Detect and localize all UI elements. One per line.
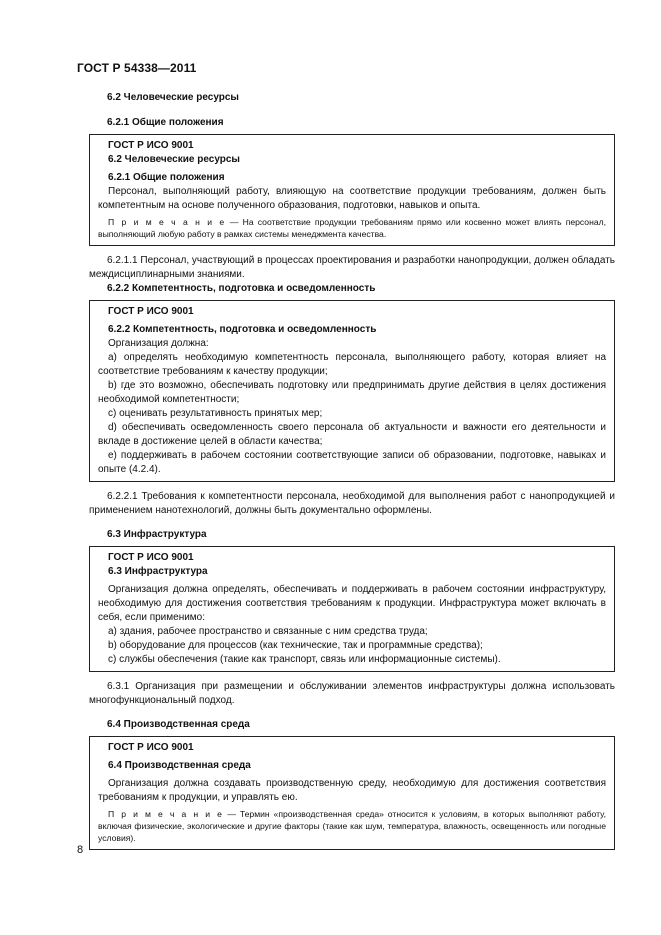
quote-title: 6.2 Человеческие ресурсы [108, 154, 240, 165]
section-6-2-heading: 6.2 Человеческие ресурсы [107, 92, 239, 103]
quote-subtitle: 6.2.1 Общие положения [108, 172, 225, 183]
quote-source: ГОСТ Р ИСО 9001 [108, 306, 194, 317]
quote-box-6-3 [89, 546, 615, 672]
quote-note [98, 808, 606, 844]
quote-intro: Организация должна: [108, 338, 209, 349]
section-6-2-1-heading: 6.2.1 Общие положения [107, 117, 224, 128]
quote-text: Персонал, выполняющий работу, влияющую на соответствие продукции требованиям, должен быть компетентным на основе полученного образования, подготовки, навыков и опыта. [98, 186, 606, 211]
quote-text: Организация должна определять, обеспечивать и поддерживать в рабочем состоянии инфраструктуру, необходимую для достижения соответствия требованиям к продукции. Инфраструктура может включать в себя, если применимо: [98, 584, 606, 623]
list-item: b) оборудование для процессов (как технические, так и программные средства); [108, 640, 483, 651]
document-header: ГОСТ Р 54338—2011 [77, 61, 197, 75]
section-6-2-2-heading: 6.2.2 Компетентность, подготовка и осведомленность [107, 283, 376, 294]
paragraph-6-3-1: 6.3.1 Организация при размещении и обслуживании элементов инфраструктуры должна использовать многофункциональный подход. [89, 681, 615, 706]
quote-box-6-2-2 [89, 300, 615, 482]
list-item: b) где это возможно, обеспечивать подготовку или предпринимать другие действия в целях достижения необходимой компетентности; [98, 380, 606, 405]
list-item: d) обеспечивать осведомленность своего персонала об актуальности и важности его деятельности и вкладе в достижение целей в области качества; [98, 422, 606, 447]
list-item: a) определять необходимую компетентность персонала, выполняющего работу, которая влияет на соответствие требованиям к качеству продукции; [98, 352, 606, 377]
list-item: c) оценивать результативность принятых мер; [108, 408, 323, 419]
quote-title: 6.4 Производственная среда [108, 760, 251, 771]
section-6-3-heading: 6.3 Инфраструктура [107, 529, 207, 540]
list-item: e) поддерживать в рабочем состоянии соответствующие записи об образовании, подготовке, навыках и опыте (4.2.4). [98, 450, 606, 475]
paragraph-6-2-2-1: 6.2.2.1 Требования к компетентности персонала, необходимой для выполнения работ с нанопродукцией и применением нанотехнологий, должны быть документально оформлены. [89, 491, 615, 516]
page-content [89, 91, 615, 854]
note-text: — На соответствие продукции требованиям прямо или косвенно может влиять персонал, выполняющий любую работу в рамках системы менеджмента качества. [98, 217, 607, 239]
quote-source: ГОСТ Р ИСО 9001 [108, 140, 194, 151]
quote-note [98, 216, 606, 240]
section-6-4-heading: 6.4 Производственная среда [107, 719, 250, 730]
quote-source: ГОСТ Р ИСО 9001 [108, 552, 194, 563]
page-number: 8 [77, 844, 84, 856]
quote-text: Организация должна создавать производственную среду, необходимую для достижения соответствия требованиям к продукции, и управлять ею. [98, 778, 606, 803]
list-item: a) здания, рабочее пространство и связанные с ним средства труда; [108, 626, 428, 637]
quote-title: 6.3 Инфраструктура [108, 566, 208, 577]
quote-title: 6.2.2 Компетентность, подготовка и осведомленность [108, 324, 377, 335]
quote-box-6-4 [89, 736, 615, 850]
note-label: П р и м е ч а н и е [108, 809, 224, 819]
list-item: c) службы обеспечения (такие как транспорт, связь или информационные системы). [108, 654, 501, 665]
note-text: — Термин «производственная среда» относится к условиям, в которых выполняют работу, включая физические, экологические и другие факторы (такие как шум, температура, влажность, освещенность или погодные условия). [98, 809, 606, 843]
note-label: П р и м е ч а н и е [108, 217, 226, 227]
quote-box-6-2-1 [89, 134, 615, 246]
quote-source: ГОСТ Р ИСО 9001 [108, 742, 194, 753]
paragraph-6-2-1-1: 6.2.1.1 Персонал, участвующий в процессах проектирования и разработки нанопродукции, должен обладать междисциплинарными знаниями. [89, 255, 615, 280]
